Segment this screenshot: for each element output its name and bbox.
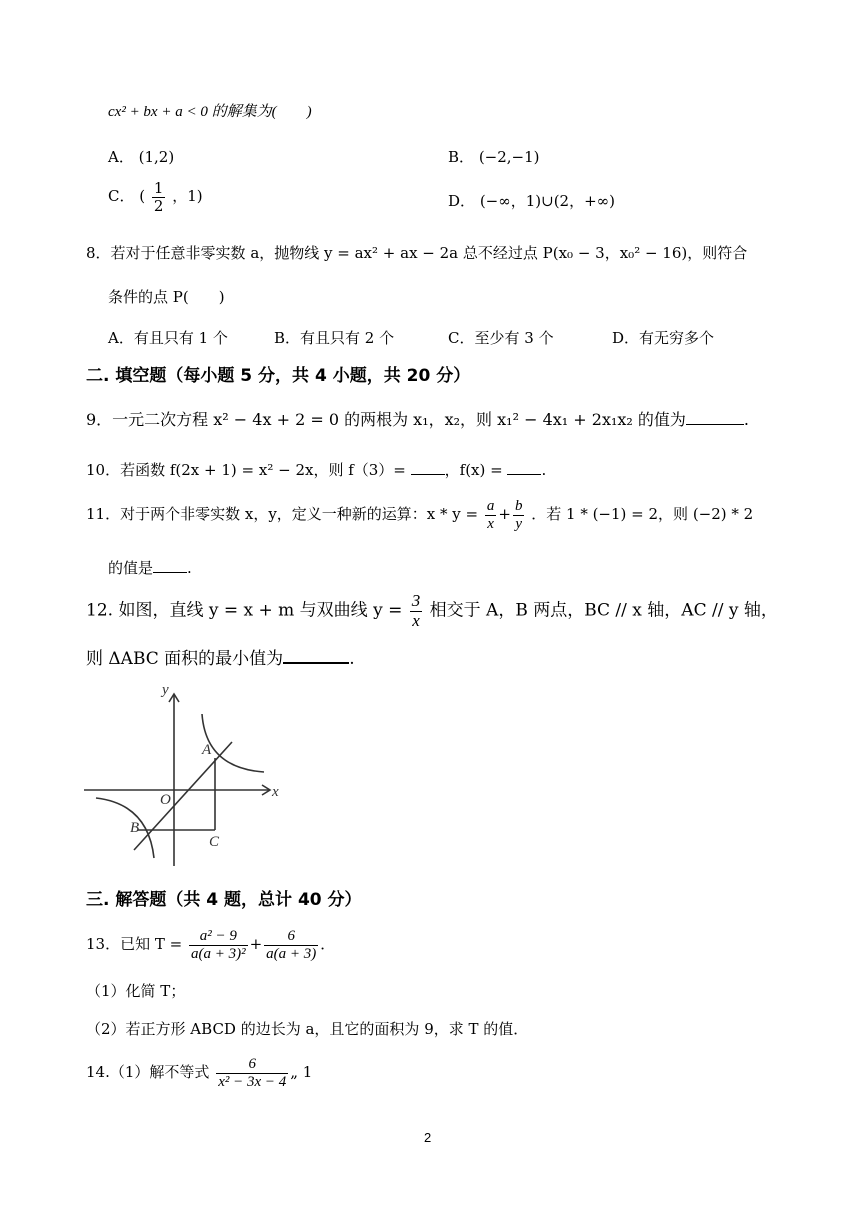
option-text: (−2,−1)	[478, 148, 540, 166]
fraction-denominator: a(a + 3)²	[190, 945, 246, 962]
q14-text: „ 1	[290, 1063, 313, 1081]
q8-option-a	[108, 327, 228, 348]
q7-option-a	[108, 146, 174, 167]
q13-text: 13．已知 T =	[86, 935, 187, 953]
q11-text: ．若 1 * (−1) = 2，则 (−2) * 2	[531, 505, 754, 523]
q13-end: ．	[320, 935, 336, 953]
q7-stem-text: cx² + bx + a < 0 的解集为( )	[108, 104, 312, 120]
fraction	[216, 1056, 288, 1090]
option-text: 有且只有 1 个	[133, 329, 228, 347]
option-text: (	[139, 187, 146, 205]
option-letter: D．	[612, 329, 640, 347]
answer-blank[interactable]	[153, 558, 187, 573]
q14-text: 14.（1）解不等式	[86, 1063, 210, 1081]
option-letter: C．	[448, 329, 475, 347]
fraction-denominator: x	[412, 610, 420, 630]
fraction	[189, 928, 248, 962]
answer-blank[interactable]	[507, 460, 541, 475]
page-number: 2	[424, 1130, 432, 1145]
hyperbola-branch-lower	[96, 798, 154, 858]
q12-end: .	[349, 649, 355, 669]
fraction	[410, 592, 423, 630]
option-letter: B．	[448, 148, 475, 166]
q8-line1: 8．若对于任意非零实数 a，抛物线 y = ax² + ax − 2a 总不经过点 P(x₀ − 3，x₀² − 16)，则符合	[86, 244, 748, 262]
q10-mid: ，f(x) =	[444, 461, 508, 479]
option-text: 有无穷多个	[639, 329, 715, 347]
q10	[86, 460, 546, 479]
y-label: y	[162, 682, 169, 698]
point-b-label: B	[130, 820, 140, 836]
q11-text: 11．对于两个非零实数 x，y，定义一种新的运算：x * y =	[86, 505, 483, 523]
x-label: x	[272, 784, 279, 800]
fraction	[264, 928, 318, 962]
answer-blank[interactable]	[686, 410, 744, 425]
q12-text: 相交于 A，B 两点，BC // x 轴，AC // y 轴，	[429, 600, 778, 621]
option-letter: B．	[274, 329, 301, 347]
origin-label: O	[160, 792, 171, 808]
q12-line1	[86, 592, 778, 630]
option-letter: A．	[108, 329, 134, 347]
q9-text: 9．一元二次方程 x² − 4x + 2 = 0 的两根为 x₁，x₂，则 x₁² − 4x₁ + 2x₁x₂ 的值为	[86, 410, 686, 429]
fraction	[485, 498, 497, 532]
q7-option-d	[448, 190, 615, 211]
answer-blank[interactable]	[283, 648, 349, 664]
option-letter: D．	[448, 192, 476, 210]
q11-text: 的值是	[108, 559, 154, 577]
q12-text: 12. 如图，直线 y = x + m 与双曲线 y =	[86, 600, 408, 621]
option-letter: C．	[108, 187, 135, 205]
fraction	[513, 498, 525, 532]
q8-option-b	[274, 327, 394, 348]
fraction-denominator: x² − 3x − 4	[218, 1073, 287, 1090]
answer-blank[interactable]	[411, 460, 445, 475]
q12-text: 则 ΔABC 面积的最小值为	[86, 649, 284, 669]
hyperbola-branch-upper	[202, 714, 264, 772]
option-text: ，1)	[172, 187, 203, 205]
coordinate-figure	[82, 680, 292, 870]
q8-line2: 条件的点 P( )	[108, 288, 225, 306]
q10-end: .	[541, 461, 547, 479]
fraction	[152, 180, 166, 214]
q12-line2	[86, 648, 355, 669]
q11-line2	[108, 558, 192, 577]
q11-end: .	[187, 559, 192, 577]
q9-end: .	[743, 410, 749, 429]
fraction-numerator: 6	[216, 1056, 288, 1074]
q10-text: 10．若函数 f(2x + 1) = x² − 2x，则 f（3）=	[86, 461, 411, 479]
option-letter: A．	[108, 148, 134, 166]
q7-option-c	[108, 180, 203, 214]
fraction-numerator: 3	[411, 591, 421, 610]
section-3-heading: 三. 解答题（共 4 题，总计 40 分）	[86, 890, 362, 910]
fraction-denominator: y	[515, 515, 523, 532]
q7-option-b	[448, 146, 540, 167]
fraction-numerator: a² − 9	[189, 928, 248, 946]
option-text: 至少有 3 个	[474, 329, 554, 347]
fraction-numerator: 6	[264, 928, 318, 946]
q13-part2: （2）若正方形 ABCD 的边长为 a，且它的面积为 9，求 T 的值．	[86, 1020, 529, 1038]
q8-option-c	[448, 327, 554, 348]
point-a-label: A	[202, 742, 212, 758]
section-2-heading: 二. 填空题（每小题 5 分，共 4 小题，共 20 分）	[86, 366, 471, 386]
q13-part1: （1）化简 T；	[86, 982, 186, 1000]
plus-sign: +	[249, 935, 263, 953]
fraction-denominator: 2	[153, 196, 164, 215]
plus-sign: +	[498, 505, 511, 523]
q14-line1	[86, 1056, 312, 1090]
option-text: (1,2)	[138, 148, 175, 166]
fraction-denominator: a(a + 3)	[266, 945, 317, 962]
option-text: 有且只有 2 个	[300, 329, 395, 347]
fraction-denominator: x	[487, 515, 494, 532]
q11-line1	[86, 498, 753, 532]
fraction-numerator: a	[486, 498, 495, 514]
q9	[86, 410, 749, 429]
q7-stem	[108, 102, 312, 121]
option-text: (−∞，1)∪(2，+∞)	[479, 192, 616, 210]
fraction-numerator: b	[514, 498, 523, 514]
point-c-label: C	[209, 834, 220, 850]
fraction-numerator: 1	[153, 179, 164, 197]
q8-option-d	[612, 327, 714, 348]
q13-line1	[86, 928, 335, 962]
